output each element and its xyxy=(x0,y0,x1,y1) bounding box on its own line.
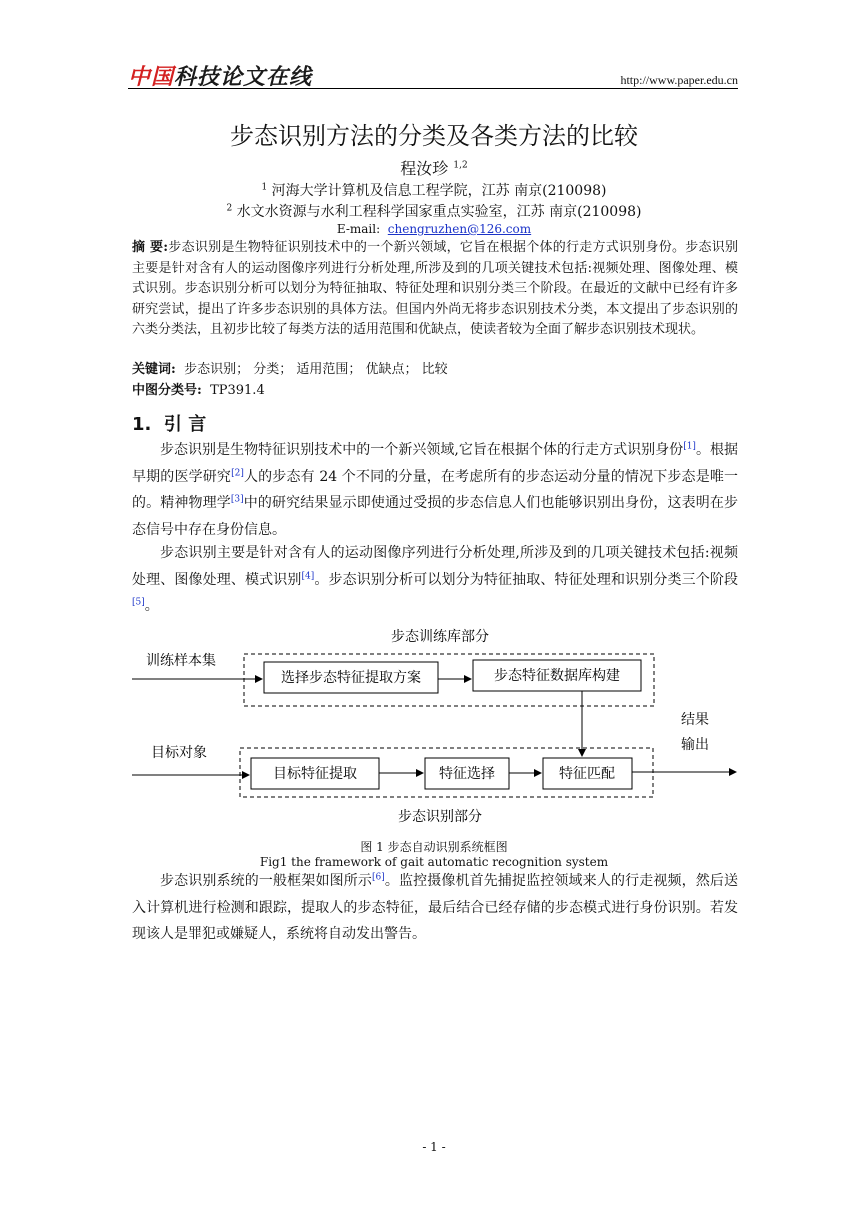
classification xyxy=(132,379,738,398)
box-feature-match-label: 特征匹配 xyxy=(559,766,615,782)
site-url[interactable]: http://www.paper.edu.cn xyxy=(620,73,738,87)
output-label-2: 输出 xyxy=(681,737,709,753)
p1-text-d: 中的研究结果显示即使通过受损的步态信息人们也能够识别出身份，这表明在步态信号中存在身份信息。 xyxy=(132,495,738,538)
p3-text-b: 。监控摄像机首先捕捉监控领域来人的行走视频，然后送入计算机进行检测和跟踪，提取人的步态特征，最后结合已经存储的步态模式进行身份识别。若发现该人是罪犯或嫌疑人，系统将自动发出警告。 xyxy=(132,873,738,942)
logo xyxy=(128,60,312,91)
section-number: 1. xyxy=(132,414,152,435)
author xyxy=(0,156,868,179)
keywords xyxy=(132,358,738,377)
box-build-db-label: 步态特征数据库构建 xyxy=(494,668,620,684)
classification-label: 中图分类号: xyxy=(132,383,202,398)
citation-6[interactable]: [6] xyxy=(371,872,385,883)
paragraph-3 xyxy=(132,868,738,948)
group-training-label: 步态训练库部分 xyxy=(391,629,489,645)
p2-text-b: 。步态识别分析可以划分为特征抽取、特征处理和识别分类三个阶段 xyxy=(314,571,738,588)
affiliation-2-text: 水文水资源与水利工程科学国家重点实验室，江苏 南京(210098) xyxy=(236,204,642,220)
author-sup: 1,2 xyxy=(453,160,468,171)
section-title: 引 言 xyxy=(163,414,207,435)
framework-diagram xyxy=(0,620,868,835)
p1-text-c: 人的步态有 24 个不同的分量，在考虑所有的步态运动分量的情况下步态是唯一的。精神物理学 xyxy=(132,468,738,511)
email-label: E-mail: xyxy=(336,222,381,236)
abstract xyxy=(132,238,738,341)
author-name: 程汝珍 xyxy=(400,159,449,178)
p1-text-b: 。根据早期的医学研究 xyxy=(132,442,738,485)
input-target-label: 目标对象 xyxy=(151,745,207,761)
figure-caption-cn: 图 1 步态自动识别系统框图 xyxy=(360,840,508,854)
abstract-text: 步态识别是生物特征识别技术中的一个新兴领域，它旨在根据个体的行走方式识别身份。步态识别主要是针对含有人的运动图像序列进行分析处理,所涉及到的几项关键技术包括:视频处理、图像处理、模式识别。步态识别分析可以划分为特征抽取、特征处理和识别分类三个阶段。在最近的文献中已经有许多研究尝试，提出了许多步态识别的具体方法。但国内外尚无将步态识别技术分类，本文提出了步态识别的六类分类法，且初步比较了每类方法的适用范围和优缺点，使读者较为全面了解步态识别技术现状。 xyxy=(132,240,738,337)
logo-red-text: 中国 xyxy=(128,65,175,90)
citation-2[interactable]: [2] xyxy=(231,467,244,478)
keywords-label: 关键词: xyxy=(132,362,176,377)
p3-text-a: 步态识别系统的一般框架如图所示 xyxy=(160,873,372,889)
classification-text: TP391.4 xyxy=(210,383,265,398)
citation-4[interactable]: [4] xyxy=(301,570,315,581)
paragraph-1 xyxy=(132,437,738,543)
paper-title: 步态识别方法的分类及各类方法的比较 xyxy=(230,122,638,150)
page-number: - 1 - xyxy=(422,1140,446,1154)
group-recognition-label: 步态识别部分 xyxy=(398,809,482,825)
p2-text-a: 步态识别主要是针对含有人的运动图像序列进行分析处理,所涉及到的几项关键技术包括:视频处理、图像处理、模式识别 xyxy=(132,545,738,588)
abstract-label: 摘 要: xyxy=(132,240,169,255)
header-divider xyxy=(128,88,738,89)
affiliation-2-sup: 2 xyxy=(226,203,233,214)
citation-5[interactable]: [5] xyxy=(132,597,145,608)
affiliation-1 xyxy=(0,180,868,200)
affiliation-2 xyxy=(0,201,868,221)
affiliation-1-text: 河海大学计算机及信息工程学院，江苏 南京(210098) xyxy=(271,183,607,199)
box-select-scheme-label: 选择步态特征提取方案 xyxy=(281,670,421,686)
input-training-label: 训练样本集 xyxy=(146,653,216,669)
paragraph-2 xyxy=(132,540,738,620)
citation-3[interactable]: [3] xyxy=(230,494,244,505)
affiliation-1-sup: 1 xyxy=(261,182,268,193)
keywords-text: 步态识别； 分类； 适用范围； 优缺点； 比较 xyxy=(184,362,448,377)
logo-black-text: 科技论文在线 xyxy=(174,65,313,90)
p2-text-c: 。 xyxy=(144,598,159,614)
box-extract-feature-label: 目标特征提取 xyxy=(273,766,357,782)
section-heading xyxy=(132,410,206,436)
figure-caption-en: Fig1 the framework of gait automatic recognition system xyxy=(259,855,609,869)
box-feature-select-label: 特征选择 xyxy=(439,766,495,782)
p1-text-a: 步态识别是生物特征识别技术中的一个新兴领域,它旨在根据个体的行走方式识别身份 xyxy=(160,442,684,458)
citation-1[interactable]: [1] xyxy=(683,441,696,452)
email-line xyxy=(0,222,868,236)
email-link[interactable]: chengruzhen@126.com xyxy=(387,222,532,236)
output-label-1: 结果 xyxy=(681,712,709,728)
